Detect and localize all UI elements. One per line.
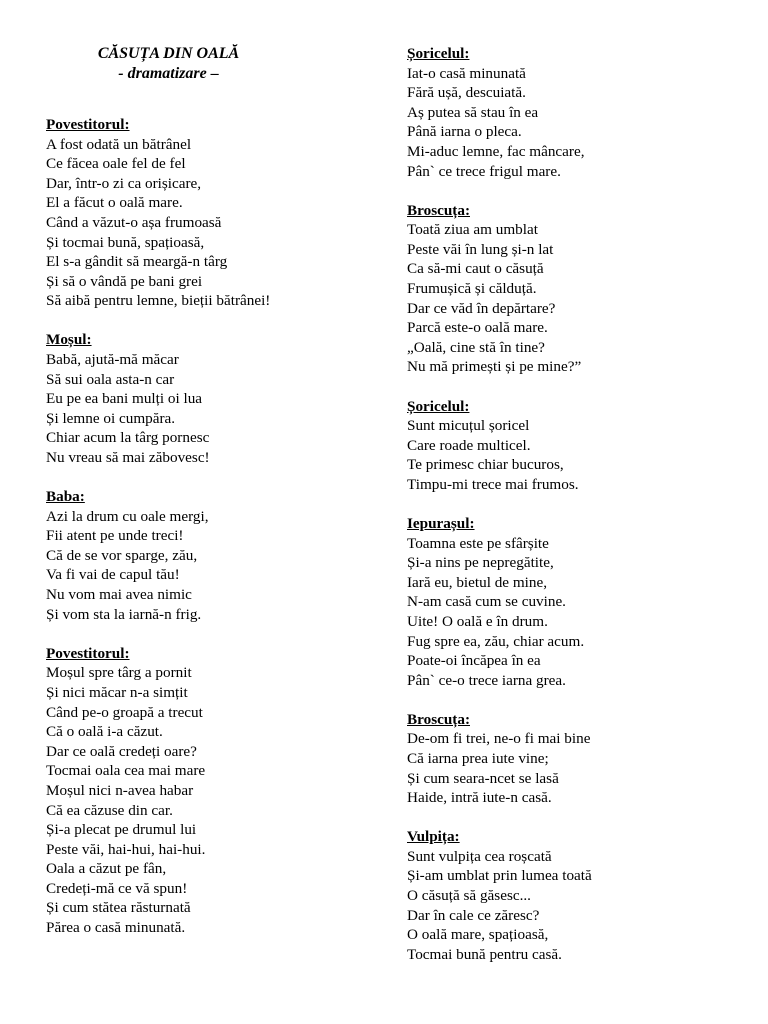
verse-line: Toată ziua am umblat [407,221,538,239]
document-subtitle: - dramatizare – [118,65,219,82]
verse-line: N-am casă cum se cuvine. [407,593,566,611]
verse-line: Dar ce oală credeți oare? [46,742,197,760]
verse-line: Ce făcea oale fel de fel [46,155,186,173]
verse-line: Credeți-mă ce vă spun! [46,879,188,897]
verse-line: Iară eu, bietul de mine, [407,573,548,591]
stanza [407,201,747,377]
speaker-name: Vulpița: [407,828,460,846]
verse-line: A fost odată un bătrânel [46,135,192,153]
verse-line: O oală mare, spațioasă, [407,926,549,944]
verse-line: De-om fi trei, ne-o fi mai bine [407,730,591,748]
right-stanzas [407,44,747,964]
verse-line: Că iarna prea iute vine; [407,750,549,767]
verse-line: „Oală, cine stă în tine? [407,338,545,356]
verse-line: Că de se vor sparge, zău, [46,546,198,564]
verse-line: Peste văi în lung și-n lat [407,240,554,258]
verse-line: Pân` ce-o trece iarna grea. [407,671,566,689]
verse-line: Și tocmai bună, spațioasă, [46,233,205,251]
verse-line: Și-a plecat pe drumul lui [46,821,197,839]
verse-line: Și cum seara-ncet se lasă [407,769,559,787]
verse-line: Sunt micuțul șoricel [407,417,530,435]
verse-line: Babă, ajută-mă măcar [46,351,179,369]
verse-line: Să sui oala asta-n car [46,370,175,388]
verse-line: Eu pe ea bani mulți oi lua [46,390,203,408]
verse-line: Parcă este-o oală mare. [407,319,548,337]
verse-line: Ca să-mi caut o căsuță [407,260,544,278]
verse-line: Toamna este pe sfârșite [407,534,549,552]
speaker-name: Povestitorul: [46,644,130,662]
speaker-name: Povestitorul: [46,116,130,133]
speaker-name: Baba: [46,488,85,506]
verse-line: Oala a căzut pe fân, [46,860,167,878]
stanza [46,487,376,624]
speaker-name: Iepurașul: [407,514,475,532]
verse-line: Te primesc chiar bucuros, [407,456,564,474]
verse-line: Aș putea să stau în ea [407,103,539,121]
verse-line: Azi la drum cu oale mergi, [46,507,209,525]
verse-line: Până iarna o pleca. [407,123,522,141]
verse-line: Dar în cale ce zăresc? [407,906,540,924]
verse-line: Nu mă primești și pe mine?” [407,358,582,376]
verse-line: Și vom sta la iarnă-n frig. [46,605,202,623]
speaker-name: Broscuța: [407,710,470,728]
stanza [407,827,747,964]
verse-line: O căsuță să găsesc... [407,887,531,905]
verse-line: Fug spre ea, zău, chiar acum. [407,632,585,650]
verse-line: Părea o casă minunată. [46,919,186,937]
verse-line: Când pe-o groapă a trecut [46,703,203,721]
verse-line: Și cum stătea răsturnată [46,899,191,917]
verse-line: Nu vom mai avea nimic [46,586,192,604]
verse-line: El a făcut o oală mare. [46,194,183,212]
verse-line: Chiar acum la târg pornesc [46,429,210,447]
verse-line: Că ea căzuse din car. [46,801,173,819]
stanza [46,644,376,938]
verse-line: Timpu-mi trece mai frumos. [407,475,579,493]
verse-line: Peste văi, hai-hui, hai-hui. [46,840,206,858]
stanza [407,44,747,181]
document-title: CĂSUȚA DIN OALĂ [97,45,240,62]
verse-line: Moșul spre târg a pornit [46,664,192,682]
verse-line: Când a văzut-o așa frumoasă [46,213,222,231]
verse-line: Mi-aduc lemne, fac mâncare, [407,142,585,160]
verse-line: Care roade multicel. [407,436,531,454]
verse-line: Și-a nins pe nepregătite, [407,554,554,572]
verse-line: Dar ce văd în depărtare? [407,299,556,317]
verse-line: Și să o vândă pe bani grei [46,272,203,290]
right-column [407,0,747,984]
verse-line: Nu vreau să mai zăbovesc! [46,449,210,466]
stanza [46,330,376,467]
verse-line: Dar, într-o zi ca orișicare, [46,174,202,192]
speaker-name: Moșul: [46,331,92,349]
left-column [46,0,376,957]
verse-line: Uite! O oală e în drum. [407,612,548,630]
verse-line: Și lemne oi cumpăra. [46,409,176,427]
verse-line: Haide, intră iute-n casă. [407,789,552,807]
stanza [407,397,747,495]
verse-line: Frumușică și călduță. [407,280,537,298]
verse-line: Poate-oi încăpea în ea [407,652,541,670]
speaker-name: Broscuța: [407,201,470,219]
verse-line: Și nici măcar n-a simțit [46,683,188,701]
verse-line: Că o oală i-a căzut. [46,723,163,741]
stanza [46,115,376,311]
speaker-name: Șoricelul: [407,45,470,62]
verse-line: Moșul nici n-avea habar [46,781,194,799]
stanza [407,710,747,808]
verse-line: Pân` ce trece frigul mare. [407,162,561,180]
verse-line: Fii atent pe unde treci! [46,527,184,545]
verse-line: Și-am umblat prin lumea toată [407,867,592,885]
verse-line: El s-a gândit să meargă-n târg [46,253,228,271]
verse-line: Sunt vulpița cea roșcată [407,847,552,865]
verse-line: Să aibă pentru lemne, bieții bătrânei! [46,292,271,310]
verse-line: Va fi vai de capul tău! [46,566,180,584]
verse-line: Iat-o casă minunată [407,64,526,82]
verse-line: Fără ușă, descuiată. [407,84,526,102]
stanza [407,514,747,690]
speaker-name: Șoricelul: [407,397,470,415]
left-stanzas [46,115,376,938]
verse-line: Tocmai bună pentru casă. [407,945,562,963]
verse-line: Tocmai oala cea mai mare [46,762,206,780]
